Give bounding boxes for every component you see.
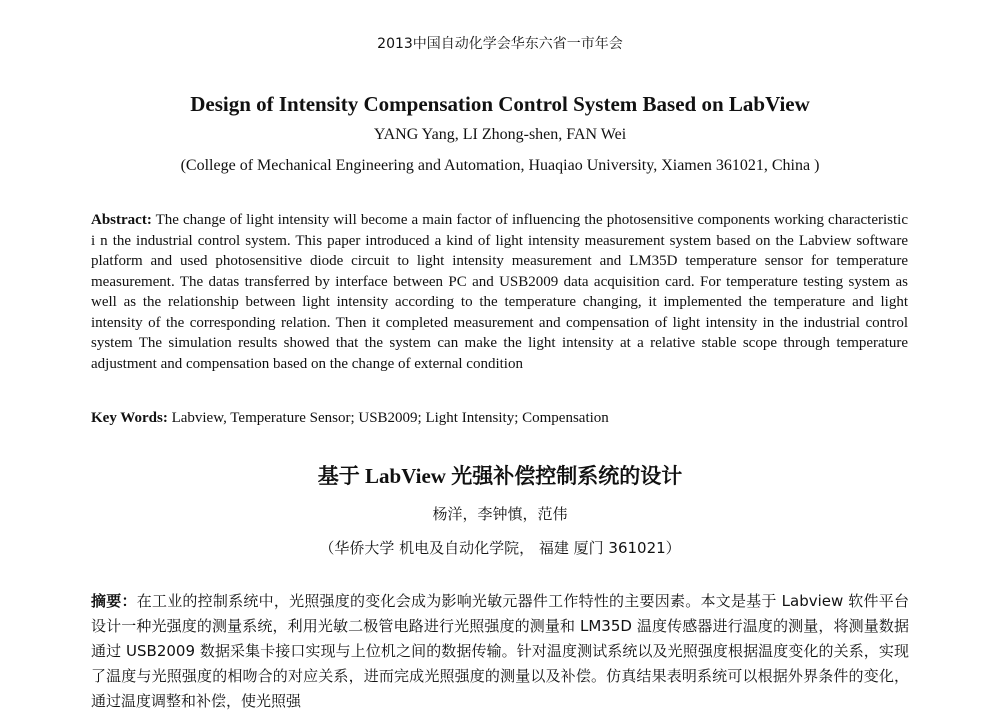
keywords-label: Key Words:: [91, 410, 168, 426]
english-authors: YANG Yang, LI Zhong-shen, FAN Wei: [373, 126, 627, 143]
chinese-title: 基于 LabView 光强补偿控制系统的设计: [317, 464, 683, 488]
abstract-label: Abstract:: [91, 212, 152, 228]
chinese-authors: 杨洋，李钟慎，范伟: [432, 505, 568, 523]
keywords-text: Labview, Temperature Sensor; USB2009; Light Intensity; Compensation: [171, 410, 609, 426]
english-keywords: [91, 408, 908, 429]
english-title: Design of Intensity Compensation Control System Based on LabView: [190, 92, 810, 116]
conference-header: 2013中国自动化学会华东六省一市年会: [377, 36, 623, 52]
chinese-abstract-text: 在工业的控制系统中，光照强度的变化会成为影响光敏元器件工作特性的主要因素。本文是基于 Labview 软件平台设计一种光强度的测量系统，利用光敏二极管电路进行光照强度的测量和 LM35D 温度传感器进行温度的测量，将测量数据通过 USB2009 数据采集卡接口实现与上位机之间的数据传输。针对温度测试系统以及光照强度根据温度变化的关系，实现了温度与光照强度的相吻合的对应关系，进而完成光照强度的测量以及补偿。仿真结果表明系统可以根据外界条件的变化，通过温度调整和补偿，使光照强: [91, 592, 909, 710]
chinese-affiliation: （华侨大学 机电及自动化学院， 福建 厦门 361021）: [319, 539, 681, 557]
chinese-abstract-label: 摘要：: [91, 592, 137, 610]
english-affiliation: (College of Mechanical Engineering and Automation, Huaqiao University, Xiamen 361021, China ): [180, 157, 820, 174]
english-abstract: [91, 210, 908, 374]
abstract-text: The change of light intensity will become a main factor of influencing the photosensitive components working characteristic i n the industrial control system. This paper introduced a kind of light intensity measurement system based on the Labview software platform and used photosensitive diode circuit to light intensity measurement and LM35D temperature sensor for temperature measurement. The datas transferred by interface between PC and USB2009 data acquisition card. For temperature testing system as well as the relationship between light intensity according to the temperature changing, it implemented the temperature and light intensity of the corresponding relation. Then it completed measurement and compensation of light intensity in the industrial control system The simulation results showed that the system can make the light intensity at a relative stable scope through temperature adjustment and compensation based on the change of external condition: [91, 212, 909, 372]
chinese-abstract: [91, 589, 909, 714]
